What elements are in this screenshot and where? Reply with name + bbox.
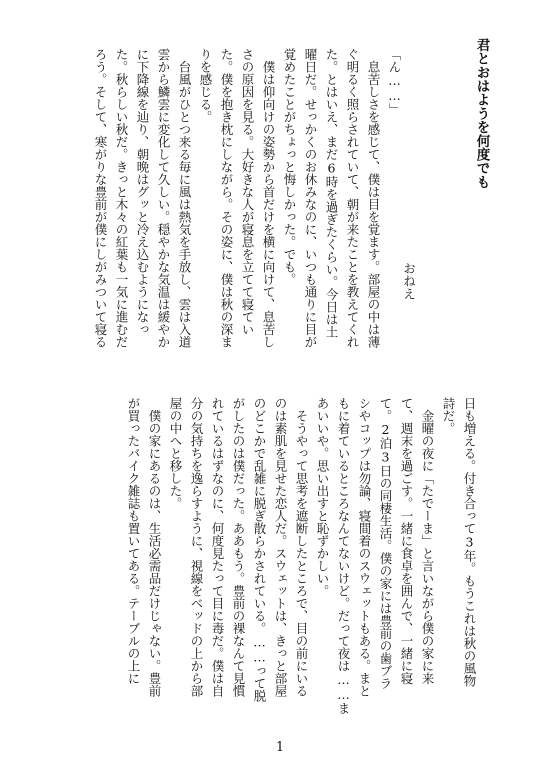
upper-text-line: ろう。そして、寒がりな豊前が僕にしがみついて寝る [93,48,108,348]
lower-text-line: のどこかで乱雑に脱ぎ散らかされている。……って脱 [252,397,267,702]
lower-text-line: て、週末を過ごす。一緒に食卓を囲んで、一緒に寝 [399,397,414,685]
lower-text-line: もに着ているところなんてないけど。だって夜は……ま [336,397,351,715]
upper-text-block [75,48,405,368]
upper-text-line: 覚めたことがちょっと悔しかった。でも。 [282,48,297,286]
lower-text-line: シやコップは勿論、寝間着のスウェットもある。まと [357,397,372,697]
upper-text-line: りを感じる。 [198,48,213,123]
lower-text-line: て。2泊3日の同棲生活。僕の家には豊前の歯ブラ [378,397,393,690]
lower-text-line: 詩だ。 [441,397,456,435]
upper-text-line: 台風がひとつ来る毎に風は熱気を手放し、雲は入道 [177,48,192,348]
lower-text-line: 金曜の夜に「たでーま」と言いながら僕の家に来 [420,397,435,685]
upper-text-line: 「ん……」 [387,48,402,116]
page-number: 1 [275,740,285,755]
upper-text-line: ぐ明るく照らされていて、朝が来たことを教えてくれ [345,48,360,348]
lower-text-line: がしたのは僕だった。ああもう。豊前の裸なんて見慣 [231,397,246,697]
lower-text-block [85,397,480,737]
upper-text-line: 息苦しさを感じて、僕は目を覚ます。部屋の中は薄 [366,48,381,348]
upper-text-line: 雲から鱗雲に変化して久しい。穏やかな気温は緩やか [156,48,171,348]
upper-text-line: た。僕を抱き枕にしながら。その姿に、僕は秋の深ま [219,48,234,348]
lower-text-line: 屋の中へと移した。 [168,397,183,510]
lower-text-line: のは素肌を見せた恋人だ。スウェットは、きっと部屋 [273,397,288,697]
lower-text-line: 日も増える。付き合って3年。もうこれは秋の風物 [462,397,477,687]
upper-text-line: 曜日だ。せっかくのお休みなのに、いつも通りに目が [303,48,318,348]
lower-text-line: 分の気持ちを逸らすように、視線をベッドの上から部 [189,397,204,697]
story-title: 君とおはようを何度でも [473,38,490,189]
upper-text-line: さの原因を見る。大好きな人が寝息を立てて寝てい [240,48,255,336]
upper-text-line: に下降線を辿り、朝晩はグッと冷え込むようになっ [135,48,150,336]
lower-text-line: れているはずなのに、何度見たって目に毒だ。僕は自 [210,397,225,697]
author-name: おねえ [401,262,417,301]
upper-text-line: 僕は仰向けの姿勢から首だけを横に向けて、息苦し [261,48,276,348]
upper-text-line: た。秋らしい秋だ。きっと木々の紅葉も一気に進むだ [114,48,129,348]
lower-text-line: 僕の家にあるのは、生活必需品だけじゃない。豊前 [147,397,162,697]
upper-text-line: た。とはいえ、まだ6時を過ぎたくらい。今日は土 [324,48,339,338]
lower-text-line: そうやって思考を遮断したところで、目の前にいる [294,397,309,697]
lower-text-line: が買ったバイク雑誌も置いてある。テーブルの上に [126,397,141,685]
lower-text-line: あいいや。思い出すと恥ずかしい。 [315,397,330,597]
